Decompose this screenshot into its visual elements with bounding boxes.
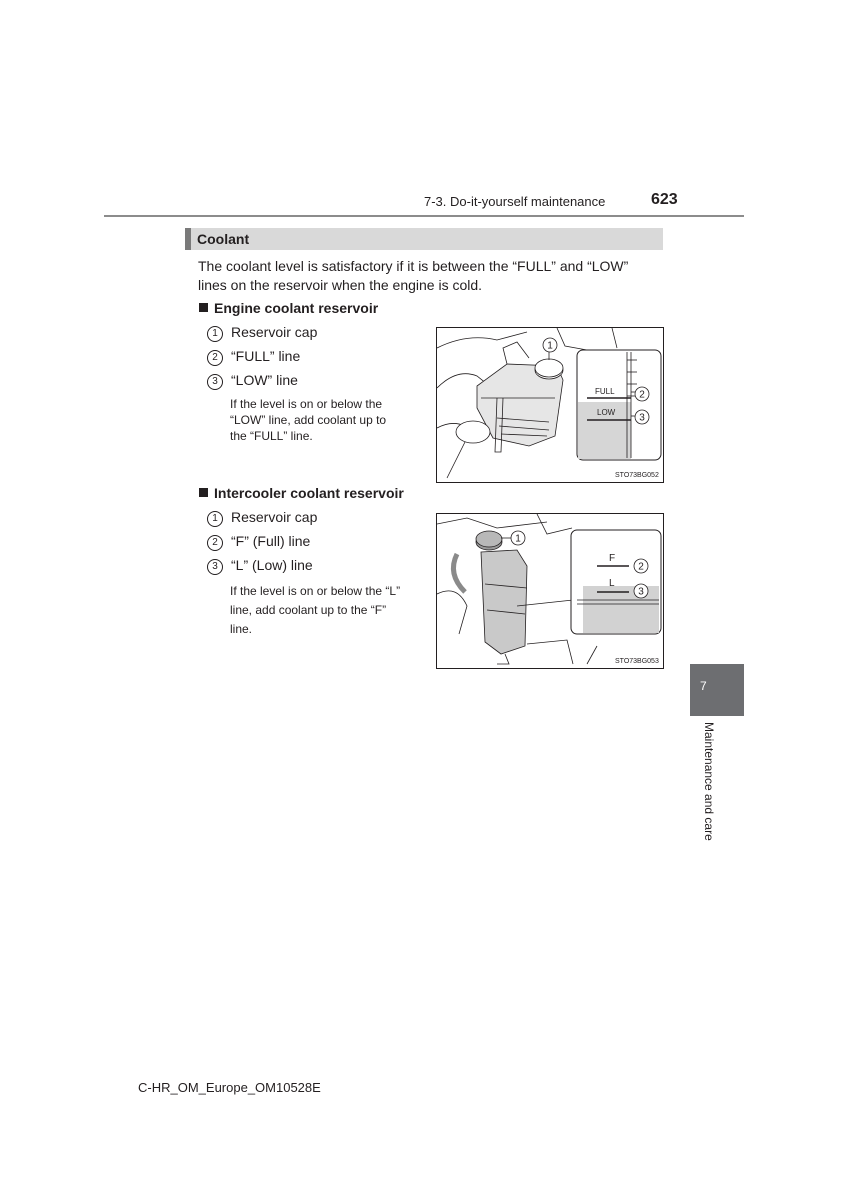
chapter-tab [690,664,744,716]
square-bullet-icon [199,488,208,497]
intercooler-item-label: Reservoir cap [231,509,318,525]
engine-item-label: “FULL” line [231,348,301,364]
engine-item-2 [207,348,300,366]
engine-note-line: If the level is on or below the [230,397,383,411]
intercooler-item-label: “F” (Full) line [231,533,311,549]
callout-2: 2 [639,389,645,401]
intro-text-line-1: The coolant level is satisfactory if it is between the “FULL” and “LOW” [198,258,629,274]
chapter-label: Maintenance and care [702,722,716,841]
figure-code: STO73BG052 [615,472,659,479]
intercooler-note-line: If the level is on or below the “L” [230,584,401,598]
engine-item-3 [207,372,298,390]
callout-number-icon: 1 [207,511,223,527]
intercooler-item-1 [207,509,317,527]
full-mark-label: FULL [595,387,615,396]
intercooler-item-2 [207,533,310,551]
intercooler-note [230,582,424,639]
intercooler-item-3 [207,557,313,575]
engine-reservoir-figure [436,327,664,483]
engine-reservoir-heading [199,300,378,316]
intercooler-reservoir-illustration [437,514,663,668]
f-mark-label: F [609,553,616,564]
page-number: 623 [651,191,678,208]
callout-1: 1 [515,533,521,545]
intercooler-reservoir-heading [199,485,404,501]
square-bullet-icon [199,303,208,312]
engine-item-label: “LOW” line [231,372,298,388]
callout-3: 3 [638,586,644,598]
engine-note-line: the “FULL” line. [230,429,313,443]
coolant-heading-bar [185,228,663,250]
callout-2: 2 [638,561,644,573]
heading-accent [185,228,191,250]
engine-item-1 [207,324,317,342]
intercooler-item-label: “L” (Low) line [231,557,313,573]
callout-number-icon: 2 [207,350,223,366]
callout-3: 3 [639,412,645,424]
engine-note-line: “LOW” line, add coolant up to [230,413,387,427]
footer-document-code: C-HR_OM_Europe_OM10528E [138,1080,321,1095]
callout-1: 1 [547,340,553,352]
intercooler-reservoir-figure [436,513,664,669]
engine-item-label: Reservoir cap [231,324,318,340]
callout-number-icon: 3 [207,374,223,390]
intercooler-note-line: line. [230,622,253,636]
engine-reservoir-illustration [437,328,663,482]
intro-text-line-2: lines on the reservoir when the engine is cold. [198,277,483,293]
coolant-title: Coolant [197,231,250,247]
intercooler-reservoir-heading-text: Intercooler coolant reservoir [214,485,404,501]
engine-reservoir-heading-text: Engine coolant reservoir [214,300,379,316]
l-mark-label: L [609,578,615,589]
header-rule [104,215,744,217]
section-title: 7-3. Do-it-yourself maintenance [424,194,606,209]
callout-number-icon: 2 [207,535,223,551]
intercooler-note-line: line, add coolant up to the “F” [230,603,387,617]
low-mark-label: LOW [597,408,616,417]
callout-number-icon: 3 [207,559,223,575]
engine-note [230,396,424,444]
figure-code: STO73BG053 [615,658,659,665]
callout-number-icon: 1 [207,326,223,342]
chapter-number: 7 [700,679,707,693]
